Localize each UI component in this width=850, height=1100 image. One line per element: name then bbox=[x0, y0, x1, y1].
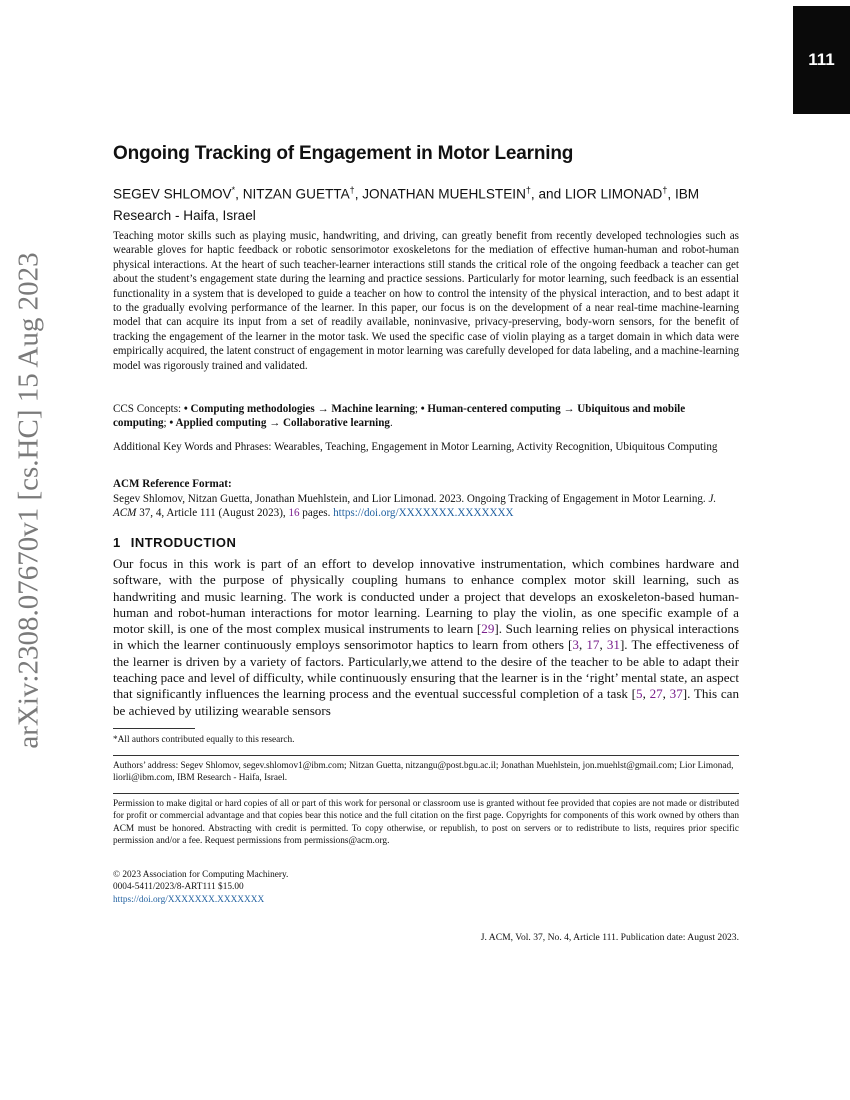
author-3: JONATHAN MUEHLSTEIN bbox=[362, 186, 526, 202]
intro-text-2: ]. Such learning relies on physical interactions in which the learner continuously employs sensorimotor haptics to learn from others [ bbox=[113, 621, 740, 653]
ccs-separator-1: ; bbox=[414, 403, 421, 415]
intro-text-3: ]. The effectiveness of the learner is driven by a variety of factors. Particularly,we attend to the desire of the teacher to be able to adapt their teaching pace and level of difficulty, while continuously ensuring that the learner is in the ‘right’ mental state, an aspect that significantly influences the learning process and the eventual successful completion of a task [ bbox=[113, 637, 740, 702]
intro-text-1: Our focus in this work is part of an effort to develop innovative instrumentation, which combines hardware and software, with the purpose of physically coupling humans to enhance complex motor skill learning, such as handwriting and music learning. The work is conducted under a project that develops an exoskeleton-based human-human and robot-human interactions for motor learning. Learning to play the violin, as one specific example of a motor skill, is one of the most complex musical instruments to learn [ bbox=[113, 556, 739, 637]
address-divider bbox=[113, 755, 739, 756]
authors-address: Authors’ address: Segev Shlomov, segev.shlomov1@ibm.com; Nitzan Guetta, nitzangu@post.bgu.ac.il; Jonathan Muehlstein, jon.muehlst@gmail.com; Lior Limonad, liorli@ibm.com, IBM Research - Haifa, Israel. bbox=[113, 761, 734, 784]
paper-title: Ongoing Tracking of Engagement in Motor Learning bbox=[113, 143, 574, 164]
author-list: SEGEV SHLOMOV*, NITZAN GUETTA†, JONATHAN MUEHLSTEIN†, and LIOR LIMONAD†, IBM Research - Haifa, Israel bbox=[113, 185, 700, 223]
citation-link[interactable]: 17 bbox=[586, 637, 600, 653]
reference-format bbox=[113, 492, 739, 521]
citation-separator: , bbox=[662, 686, 670, 702]
publication-meta bbox=[113, 869, 739, 906]
ccs-concept-1: • Computing methodologies → Machine learning bbox=[183, 403, 415, 415]
introduction-paragraph bbox=[113, 556, 739, 719]
intro-text-4: ]. This can be achieved by utilizing wearable sensors bbox=[113, 686, 740, 718]
permission-divider bbox=[113, 793, 739, 794]
author-3-mark: † bbox=[525, 185, 531, 195]
keywords: Additional Key Words and Phrases: Wearables, Teaching, Engagement in Motor Learning, Activity Recognition, Ubiquitous Computing bbox=[113, 441, 718, 453]
citation-link[interactable]: 5 bbox=[636, 686, 643, 702]
permission-notice: Permission to make digital or hard copies of all or part of this work for personal or classroom use is granted without fee provided that copies are not made or distributed for profit or commercial advantage and that copies bear this notice and the full citation on the first page. Copyrights for components of this work owned by others than ACM must be honored. Abstracting with credit is permitted. To copy otherwise, or republish, to post on servers or to redistribute to lists, requires prior specific permission and/or a fee. Request permissions from permissions@acm.org. bbox=[113, 799, 739, 847]
author-conjunction: , and bbox=[530, 186, 565, 202]
footnote: *All authors contributed equally to this research. bbox=[113, 735, 295, 745]
ccs-separator-2: ; bbox=[163, 417, 170, 430]
author-1: SEGEV SHLOMOV bbox=[113, 186, 232, 202]
citation-link[interactable]: 31 bbox=[606, 637, 620, 653]
issn-line: 0004-5411/2023/8-ART111 $15.00 bbox=[113, 882, 244, 893]
citation-separator: , bbox=[599, 637, 607, 653]
reference-doi-link[interactable]: https://doi.org/XXXXXXX.XXXXXXX bbox=[333, 507, 514, 520]
section-number: 1 bbox=[113, 535, 121, 550]
citation-link[interactable]: 3 bbox=[572, 637, 579, 653]
section-title: INTRODUCTION bbox=[130, 535, 237, 550]
citation-separator: , bbox=[642, 686, 650, 702]
author-2: NITZAN GUETTA bbox=[242, 186, 350, 202]
page-number: 111 bbox=[808, 50, 835, 69]
author-1-mark: * bbox=[231, 185, 236, 195]
citation-link[interactable]: 29 bbox=[481, 621, 495, 637]
author-2-mark: † bbox=[349, 185, 355, 195]
ccs-label: CCS Concepts: bbox=[113, 403, 184, 415]
author-4-mark: † bbox=[662, 185, 668, 195]
arxiv-stamp bbox=[3, 251, 55, 749]
footnote-divider bbox=[113, 728, 195, 729]
section-heading bbox=[113, 535, 739, 550]
citation-link[interactable]: 37 bbox=[669, 686, 683, 702]
abstract: Teaching motor skills such as playing music, handwriting, and driving, can greatly benefit from recently developed technologies such as wearable gloves for haptic feedback or robotic sensorimotor exoskeletons for the mediation of effective human-human and robot-human physical interactions. At the heart of such teacher-learner interactions still stands the critical role of the ongoing feedback a teacher can get about the student’s engagement state during the learning and practice sessions. Particularly for motor learning, such feedback is an essential functionality in a system that is developed to guide a teacher on how to control the intensity of the physical interaction, and to best adapt it to the gradually evolving performance of the learner. In this paper, our focus is on the development of a near real-time machine-learning model that can acquire its input from a set of readily available, noninvasive, privacy-preserving, body-worn sensors, for the benefit of tracking the engagement of the learner in the motor task. We used the specific case of violin playing as a target domain in which data were empirically acquired, the latent construct of engagement in motor learning was carefully developed for data labeling, and a machine-learning model was rigorously trained and validated. bbox=[113, 230, 739, 372]
citation-separator: , bbox=[578, 637, 587, 653]
reference-text-2: 37, 4, Article 111 (August 2023), bbox=[136, 507, 289, 520]
page-footer: J. ACM, Vol. 37, No. 4, Article 111. Publication date: August 2023. bbox=[480, 932, 739, 943]
reference-text-3: pages. bbox=[299, 507, 334, 520]
ccs-concept-2: • Human-centered computing → Ubiquitous and mobile computing bbox=[113, 403, 686, 430]
author-4: LIOR LIMONAD bbox=[564, 186, 663, 202]
author-affiliation: , IBM Research - Haifa, Israel bbox=[113, 186, 700, 223]
reference-pages-link[interactable]: 16 bbox=[288, 507, 300, 520]
ccs-end: . bbox=[389, 417, 393, 430]
arxiv-identifier: arXiv:2308.07670v1 [cs.HC] 15 Aug 2023 bbox=[12, 251, 45, 749]
ccs-concepts bbox=[113, 402, 739, 431]
citation-link[interactable]: 27 bbox=[649, 686, 663, 702]
page-number-tab bbox=[793, 6, 850, 114]
reference-journal: J. ACM bbox=[113, 493, 717, 520]
ccs-concept-3: • Applied computing → Collaborative learning bbox=[169, 417, 390, 430]
copyright-line: © 2023 Association for Computing Machinery. bbox=[113, 870, 289, 880]
reference-format-heading: ACM Reference Format: bbox=[113, 478, 232, 490]
reference-text-1: Segev Shlomov, Nitzan Guetta, Jonathan Muehlstein, and Lior Limonad. 2023. Ongoing Tracking of Engagement in Motor Learning. bbox=[113, 493, 709, 505]
doi-link[interactable]: https://doi.org/XXXXXXX.XXXXXXX bbox=[113, 894, 265, 905]
